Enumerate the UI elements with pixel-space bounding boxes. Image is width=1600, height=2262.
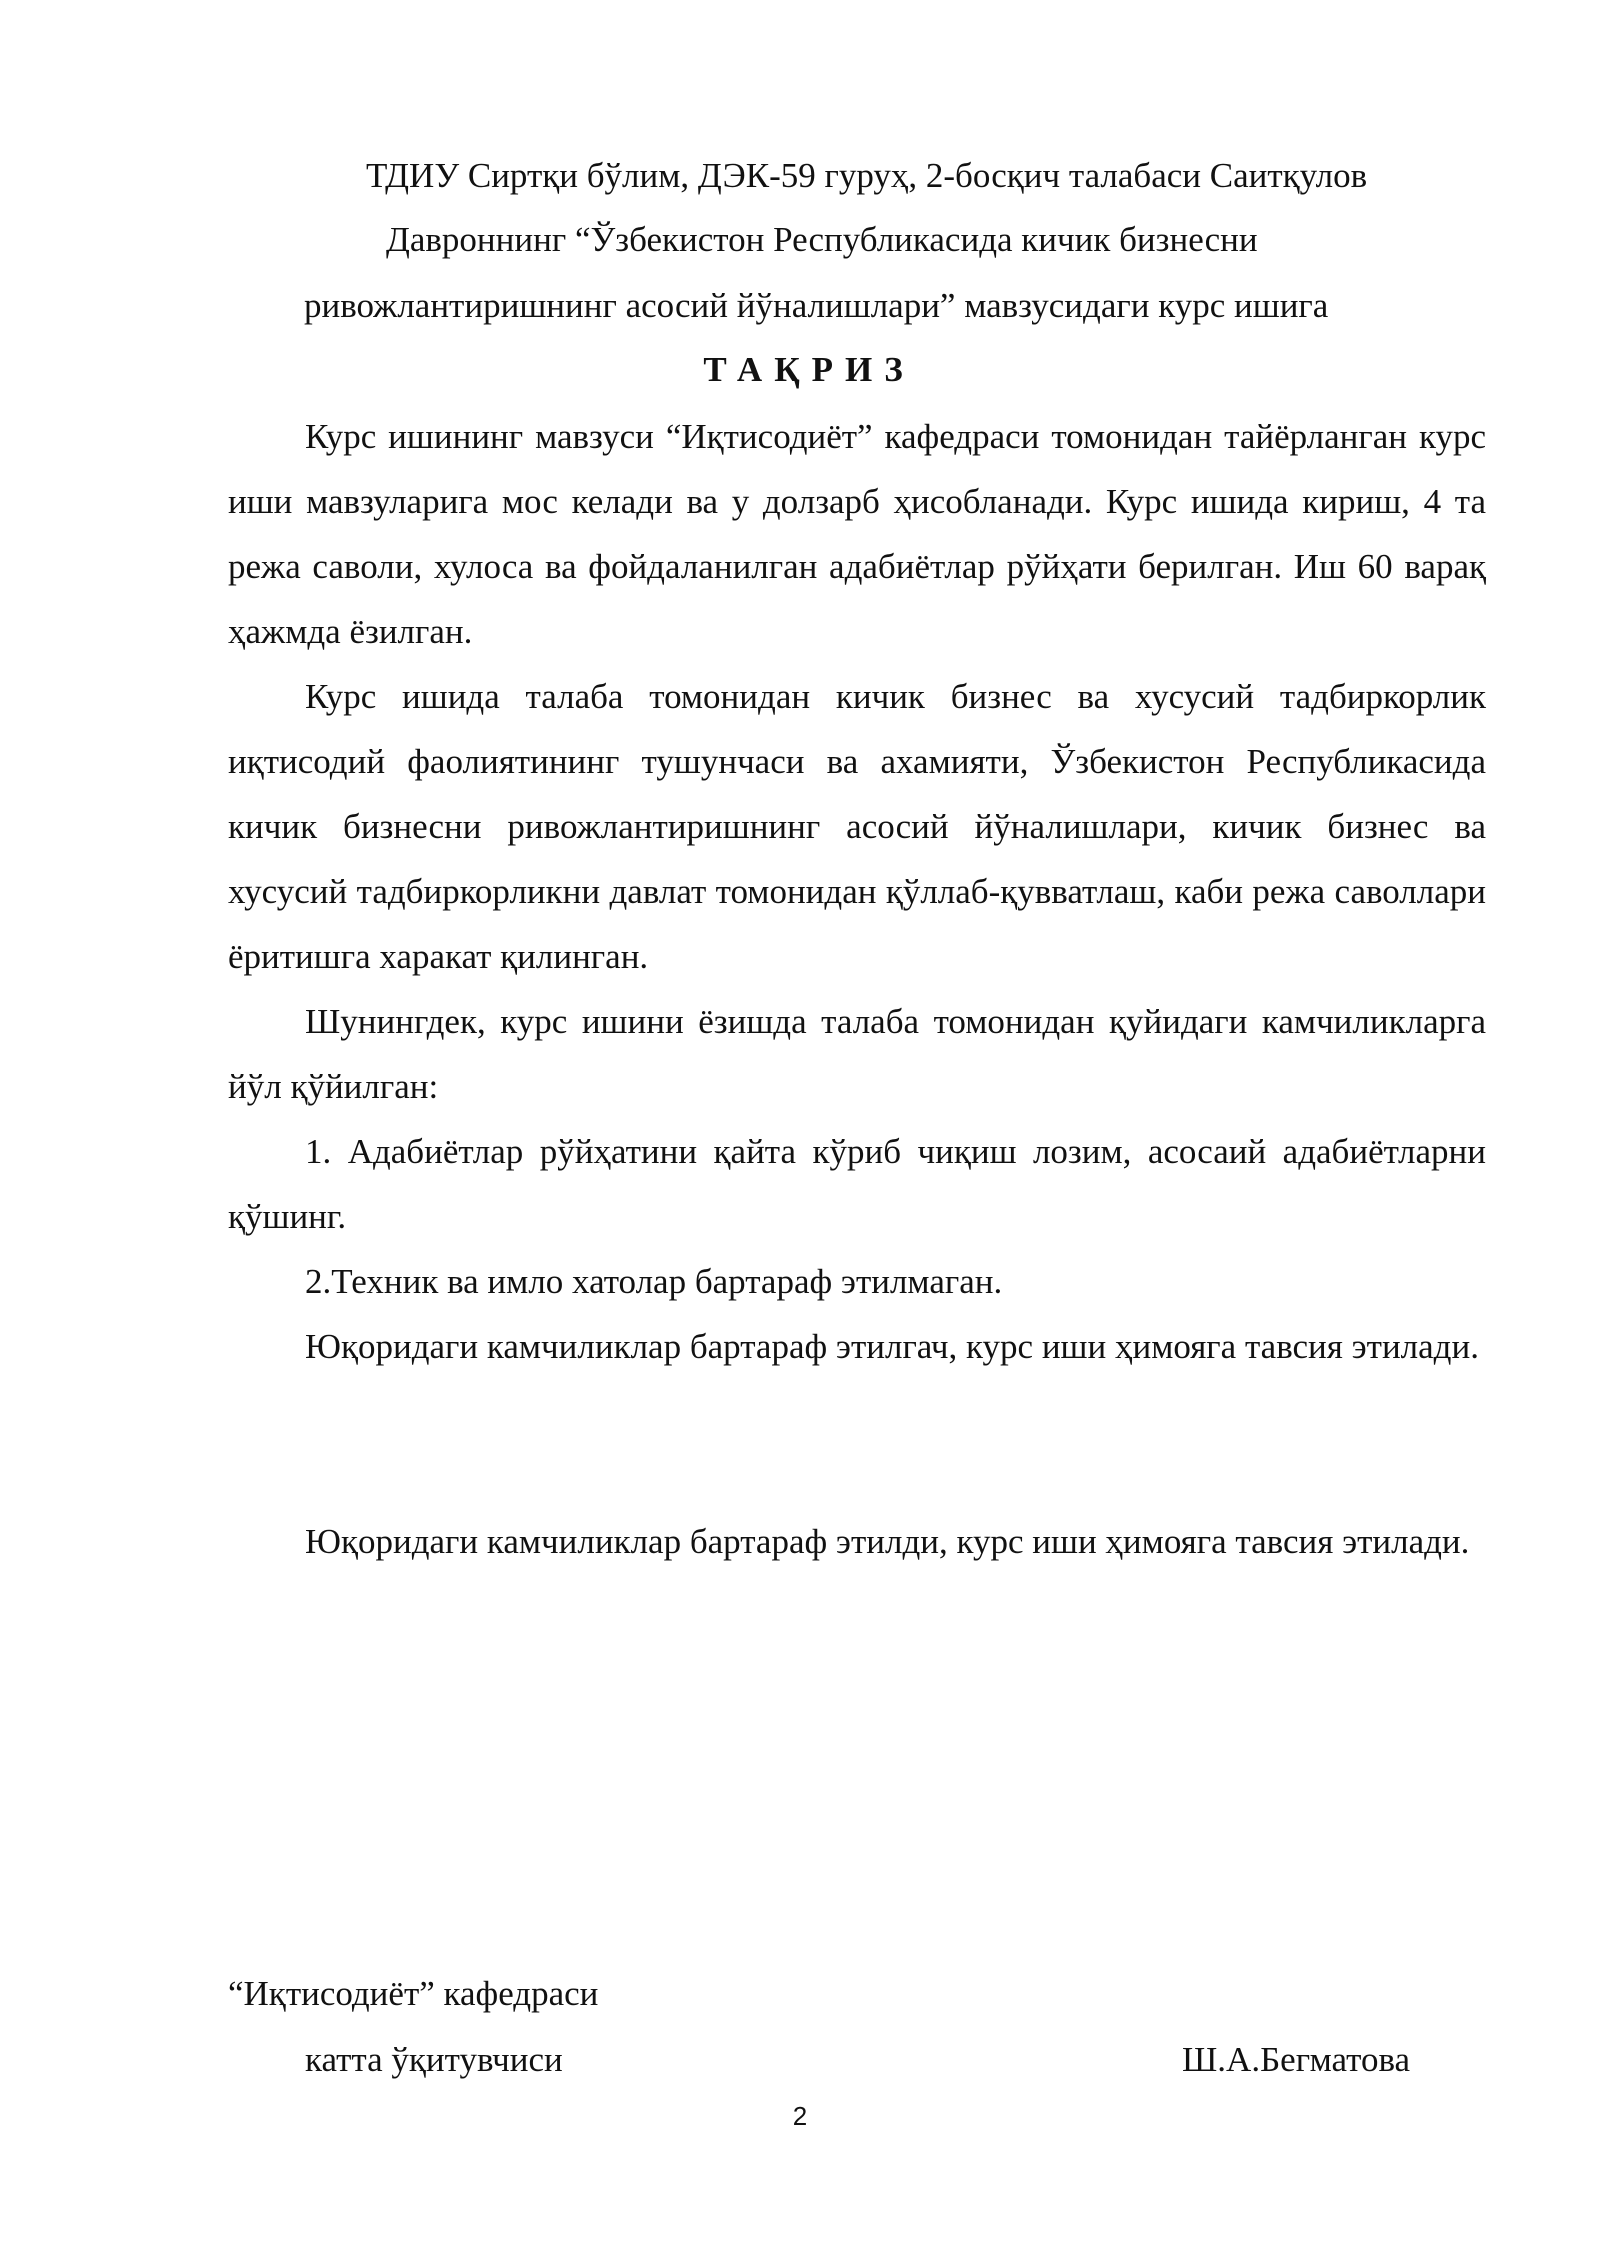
paragraph-shortcomings-intro: Шунингдек, курс ишини ёзишда талаба томонидан қуйидаги камчиликларга йўл қўйилган:	[228, 1002, 1486, 1106]
paragraph-recommendation-conditional: Юқоридаги камчиликлар бартараф этилгач, курс иши ҳимояга тавсия этилади.	[305, 1327, 1479, 1366]
paragraph-content-summary: Курс ишида талаба томонидан кичик бизнес ва хусусий тадбиркорлик иқтисодий фаолиятининг тушунчаси ва ахамияти, Ўзбекистон Республикасида кичик бизнесни ривожлантиришнинг асосий йўналишлари, кичик бизнес ва хусусий тадбиркорликни давлат томонидан қўллаб-қувватлаш, каби режа саволлари ёритишга харакат қилинган.	[228, 677, 1486, 976]
paragraph-shortcoming-2: 2.Техник ва имло хатолар бартараф этилмаган.	[305, 1262, 1003, 1301]
signature-name: Ш.А.Бегматова	[1182, 2040, 1411, 2079]
paragraph-recommendation-final: Юқоридаги камчиликлар бартараф этилди, курс иши ҳимояга тавсия этилади.	[305, 1522, 1470, 1561]
review-heading-line-1: ТДИУ Сиртқи бўлим, ДЭК-59 гуруҳ, 2-босқич талабаси Саитқулов	[366, 156, 1368, 195]
signature-role: катта ўқитувчиси	[305, 2040, 563, 2079]
signature-department: “Иқтисодиёт” кафедраси	[228, 1974, 599, 2013]
review-heading-line-3: ривожлантиришнинг асосий йўналишлари” мавзусидаги курс ишига	[304, 286, 1329, 325]
document-title: ТАҚРИЗ	[703, 350, 915, 389]
review-heading-line-2: Давроннинг “Ўзбекистон Республикасида кичик бизнесни	[386, 220, 1258, 259]
paragraph-shortcoming-1: 1. Адабиётлар рўйҳатини қайта кўриб чиқиш лозим, асосаий адабиётларни қўшинг.	[228, 1132, 1486, 1236]
page-number: 2	[792, 2101, 808, 2131]
paragraph-topic-relevance: Курс ишининг мавзуси “Иқтисодиёт” кафедраси томонидан тайёрланган курс иши мавзуларига мос келади ва у долзарб ҳисобланади. Курс ишида кириш, 4 та режа саволи, хулоса ва фойдаланилган адабиётлар рўйҳати берилган. Иш 60 варақ ҳажмда ёзилган.	[228, 417, 1486, 651]
